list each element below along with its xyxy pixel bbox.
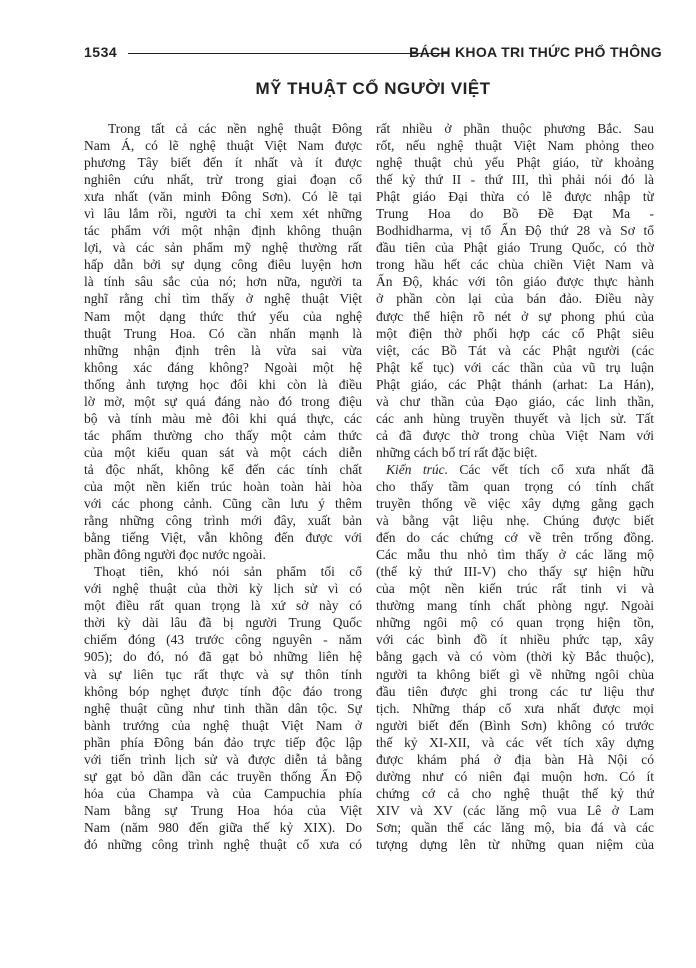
text-line: bành trướng của nghệ thuật Việt Nam ở <box>84 717 362 733</box>
text-line: những cách bố trí rất đặc biệt. <box>376 444 538 460</box>
text-line: các anh hùng truyền thuyết và lịch sử. Tất <box>376 410 654 426</box>
text-line: lờ mờ, một sự quá đáng nào đó trong điệu <box>84 393 362 409</box>
text-line: cho thấy tầm quan trọng có tính chất <box>376 478 654 494</box>
text-line: người ta không biết gì về những ngôi chùa <box>376 666 654 682</box>
text-line: việt, các Bồ Tát và các Phật người (các <box>376 342 654 358</box>
text-line: thường mang tính chất phòng ngự. Ngoài <box>376 598 654 614</box>
text-line: Phật giáo Đại thừa có lẽ được nhập từ <box>376 189 654 205</box>
text-line: Kiến trúc. Các vết tích cổ xưa nhất đã <box>386 461 654 477</box>
text-line: xưa nhất (văn minh Đông Sơn). Có lẽ tại <box>84 189 362 205</box>
text-line: dường như có niên đại muộn hơn. Có ít <box>376 768 654 784</box>
article-title: MỸ THUẬT CỔ NGƯỜI VIỆT <box>255 79 491 98</box>
text-line: tịch. Những tháp cổ xưa nhất được mọi <box>376 700 654 716</box>
text-line: Phật kế tục) với các thần của vũ trụ luận <box>376 359 654 375</box>
text-line: thế kỷ thứ II - thứ III, thì phải nói đó là <box>376 172 654 188</box>
text-line: đầu tiên của Phật giáo Trung Quốc, có thờ <box>376 240 654 256</box>
text-line: rằng những công trình mới đây, xuất bản <box>84 513 362 529</box>
running-title: BÁCH KHOA TRI THỨC PHỔ THÔNG <box>409 44 662 60</box>
text-line: phương Tây biết đến ít nhất và ít được <box>84 155 362 171</box>
text-line: nghệ thuật cũng như tinh thần dân tộc. Sự <box>84 700 362 716</box>
text-line: sự gạt bỏ dần dần các truyền thống Ấn Độ <box>84 768 362 784</box>
text-line: và sự liên tục rất thực và sự thôn tính <box>84 666 362 682</box>
text-line: bộ và tính màu mè đôi khi quá thực, các <box>84 410 362 426</box>
text-line: Nam một dạng thức thứ yếu của nghệ <box>84 308 362 324</box>
text-line: của một kiểu quan sát và một cách diễn <box>84 444 362 460</box>
text-line: (thế kỷ thứ III-V) cho thấy sự hiện hữu <box>376 564 654 580</box>
text-line: phần đông người đọc nước ngoài. <box>84 547 266 563</box>
page-number: 1534 <box>84 44 118 60</box>
text-line: và chư thần của Đạo giáo, các linh thần, <box>376 393 654 409</box>
text-line: nghiên cứu nhất, trừ trong giai đoạn cổ <box>84 172 362 188</box>
text-line: tác phẩm thường cho thấy một cảm thức <box>84 427 362 443</box>
text-line: Thoạt tiên, khó nói sản phẩm tối cổ <box>94 564 362 580</box>
text-line: phần phía Đông bán đảo trực tiếp độc lập <box>84 734 362 750</box>
text-line: được khám phá ở địa bàn Hà Nội có <box>376 751 654 767</box>
text-line: một điều rất quan trọng là xứ sở này có <box>84 598 362 614</box>
text-line: được thể hiện rõ nét ở sự phong phú của <box>376 308 654 324</box>
text-line: XIV và XV (các lăng mộ vua Lê ở Lam <box>376 802 654 818</box>
text-line: thế kỷ XI-XII, và các vết tích xây dựng <box>376 734 654 750</box>
text-line: Phật giáo, các Phật thánh (arhat: La Hán), <box>376 376 654 392</box>
text-line: với các phong cảnh. Cũng cần lưu ý thêm <box>84 496 362 512</box>
text-line: Ấn Độ, khác với tôn giáo được thực hành <box>376 274 654 290</box>
text-line: chứng cớ cả cho nghệ thuật thế kỷ thứ <box>376 785 654 801</box>
text-line: không bóp nghẹt được tính độc đáo trong <box>84 683 362 699</box>
text-line: và bằng vật liệu nhẹ. Chúng được biết <box>376 513 654 529</box>
text-line: Trung Hoa do Bồ Đề Đạt Ma - <box>376 206 654 222</box>
text-line: bằng tiếng Việt, vẫn không đến được với <box>84 530 362 546</box>
text-line: của một nền kiến trúc hoàn toàn hài hòa <box>84 478 362 494</box>
text-line: truyền thống về việc xây dựng gằng gạch <box>376 496 654 512</box>
text-line: chiếm đóng (43 trước công nguyên - năm <box>84 632 362 648</box>
text-line: với nghệ thuật của thời kỳ lịch sử vì có <box>84 581 362 597</box>
text-line: người biết đến (Bình Sơn) không có trước <box>376 717 654 733</box>
text-line: thống ảnh tượng học đôi khi còn là điều <box>84 376 362 392</box>
left-column <box>84 120 362 853</box>
text-line: đó những công trình nghệ thuật cổ xưa có <box>84 836 362 852</box>
text-line: trong hầu hết các chùa chiền Việt Nam và <box>376 257 654 273</box>
text-line: đầu tiên được ghi trong các tư liệu thư <box>376 683 654 699</box>
text-line: nghĩ rằng chỉ tìm thấy ở nghệ thuật Việt <box>84 291 362 307</box>
text-line: rốt, nếu nghệ thuật Việt Nam phỏng theo <box>376 138 654 154</box>
text-line: Nam Á, có lẽ nghệ thuật Việt Nam được <box>84 138 362 154</box>
text-line: Sơn; quần thể các lăng mộ, bia đá và các <box>376 819 654 835</box>
text-line: hấp dẫn bởi sự dụng công điêu luyện hơn <box>84 257 362 273</box>
text-line: hóa của Champa và của Campuchia phía <box>84 785 362 801</box>
header-rule <box>128 53 448 54</box>
text-line: cả đã được thờ trong chùa Việt Nam với <box>376 427 654 443</box>
text-line: một điện thờ phối hợp các cổ Phật siêu <box>376 325 654 341</box>
text-line: tượng dựng lên từ những quan niệm của <box>376 836 654 852</box>
text-line: thời kỳ dài lâu đã bị người Trung Quốc <box>84 615 362 631</box>
right-column <box>376 120 654 853</box>
text-line: 905); do đó, nó đã gạt bỏ những liên hệ <box>84 649 362 665</box>
text-line: tác phẩm với một nhận định không thuận <box>84 223 362 239</box>
text-line: Bodhidharma, vị tổ Ấn Độ thứ 28 và Sơ tổ <box>376 223 654 239</box>
text-line: vì lâu lắm rồi, người ta chỉ xem xét những <box>84 206 362 222</box>
text-line: đến do các chứng cớ về trên trống đồng. <box>376 530 654 546</box>
text-line: với các bình đồ ít nhiều phức tạp, xây <box>376 632 654 648</box>
text-line: với tiến trình lịch sử và được diễn tả bằng <box>84 751 362 767</box>
text-line: Nam (năm 980 đến giữa thế kỷ XIX). Do <box>84 819 362 835</box>
text-line: thuật Trung Hoa. Có cần nhấn mạnh là <box>84 325 362 341</box>
text-line: không xác đáng không? Ngoài một hệ <box>84 359 362 375</box>
text-line: nghệ thuật chủ yếu Phật giáo, từ khoảng <box>376 155 654 171</box>
text-line: tả độc nhất, không kể đến các tính chất <box>84 461 362 477</box>
text-line: những nhận định trên là vừa sai vừa <box>84 342 362 358</box>
text-line: của một nền kiến trúc rất tinh vi và <box>376 581 654 597</box>
text-line: Trong tất cả các nền nghệ thuật Đông <box>108 121 362 136</box>
text-line: lợi, và các sản phẩm mỹ nghệ thường rất <box>84 240 362 256</box>
page-header <box>84 44 662 64</box>
text-line: bằng gạch và có vòm (thời kỳ Bắc thuộc), <box>376 649 654 665</box>
text-line: là tính sâu sắc của nó; hơn nữa, người ta <box>84 274 362 290</box>
text-line: Các mẫu thu nhỏ tìm thấy ở các lăng mộ <box>376 547 654 563</box>
text-line: rất nhiều ở phần thuộc phương Bắc. Sau <box>376 121 654 136</box>
text-line: ở phần còn lại của bán đảo. Điều này <box>376 291 654 307</box>
text-line: Nam bằng sự Trung Hoa hóa của Việt <box>84 802 362 818</box>
text-line: những ngôi mộ có quan trọng hiện tồn, <box>376 615 654 631</box>
